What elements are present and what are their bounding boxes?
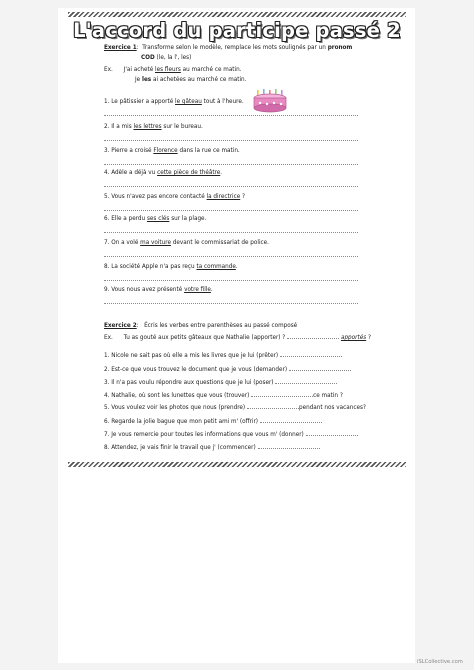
answer-line-9[interactable] — [104, 303, 358, 304]
answer-line-8[interactable] — [104, 280, 358, 281]
ex1-item-1: 1. Le pâtissier a apporté le gâteau tout à l'heure. — [104, 99, 244, 105]
answer-line-1[interactable] — [104, 115, 358, 116]
ex2-item-2: 2. Est-ce que vous trouvez le document que je vous (demander) — [104, 366, 351, 374]
ex1-item-4: 4. Adèle a déjà vu cette pièce de théâtre. — [104, 170, 223, 176]
ex2-label: Exercice 2 — [104, 323, 137, 329]
ex1-instruction-text: Transforme selon le modèle, remplace les mots soulignés par un — [142, 45, 326, 51]
ex2-item-7: 7. Je vous remercie pour toutes les informations que vous m' (donner) — [104, 431, 358, 439]
ex1-item-2: 2. Il a mis les lettres sur le bureau. — [104, 124, 203, 130]
answer-line-2[interactable] — [104, 140, 358, 141]
birthday-cake-icon — [252, 88, 288, 114]
ex2-example: Ex. Tu as gouté aux petits gâteaux que Nathalie (apporter) ? apportés ? — [104, 335, 372, 341]
ex2-item-5: 5. Vous voulez voir les photos que nous (prendre) pendant nos vacances? — [104, 405, 366, 411]
example-answer-blank — [287, 334, 339, 339]
ex1-item-7: 7. On a volé ma voiture devant le commissariat de police. — [104, 240, 269, 246]
ex1-item-9: 9. Vous nous avez présenté votre fille. — [104, 287, 213, 293]
ex1-item-5: 5. Vous n'avez pas encore contacté la directrice ? — [104, 194, 246, 200]
answer-line-3[interactable] — [104, 164, 358, 165]
answer-line-7[interactable] — [104, 256, 358, 257]
answer-blank-5[interactable] — [247, 404, 299, 409]
ex2-item-1: 1. Nicole ne sait pas où elle a mis les livres que je lui (prêter) — [104, 352, 342, 360]
ex2-instruction-text: Écris les verbes entre parenthèses au passé composé — [144, 323, 298, 329]
answer-line-4[interactable] — [104, 186, 358, 187]
answer-blank-8[interactable] — [258, 444, 320, 449]
answer-line-5[interactable] — [104, 210, 358, 211]
site-watermark: iSLCollective.com — [417, 659, 463, 665]
ex1-instruction: Exercice 1: Transforme selon le modèle, remplace les mots soulignés par un pronom — [104, 45, 353, 51]
ex2-item-3: 3. Il n'a pas voulu répondre aux questions que je lui (poser) — [104, 379, 337, 387]
bottom-rope-divider — [68, 462, 406, 467]
top-rope-divider — [68, 12, 406, 17]
answer-line-6[interactable] — [104, 232, 358, 233]
ex2-instruction: Exercice 2: Écris les verbes entre parenthèses au passé composé — [104, 323, 298, 329]
answer-blank-3[interactable] — [275, 379, 337, 384]
worksheet-title: L'accord du participe passé 2 — [73, 19, 401, 42]
ex1-item-8: 8. La société Apple n'a pas reçu ta commande. — [104, 264, 238, 270]
answer-blank-1[interactable] — [280, 352, 342, 357]
ex2-item-8: 8. Attendez, je vais finir le travail que j' (commencer) — [104, 444, 320, 452]
answer-blank-7[interactable] — [306, 431, 358, 436]
ex1-instruction-line2: COD (le, la l', les) — [141, 55, 192, 61]
answer-blank-2[interactable] — [289, 366, 351, 371]
answer-blank-6[interactable] — [260, 418, 322, 423]
ex2-item-4: 4. Nathalie, où sont les lunettes que vous (trouver) ce matin ? — [104, 393, 343, 399]
answer-blank-4[interactable] — [251, 392, 313, 397]
ex1-item-6: 6. Elle a perdu ses clés sur la plage. — [104, 216, 207, 222]
ex1-example-2: Je les ai achetées au marché ce matin. — [135, 77, 247, 83]
ex1-example-1: Ex. J'ai acheté les fleurs au marché ce matin. — [104, 67, 242, 73]
ex1-item-3: 3. Pierre a croisé Florence dans la rue ce matin. — [104, 148, 240, 154]
ex1-label: Exercice 1 — [104, 45, 137, 51]
ex2-item-6: 6. Regarde la jolie bague que mon petit ami m' (offrir) — [104, 418, 322, 426]
